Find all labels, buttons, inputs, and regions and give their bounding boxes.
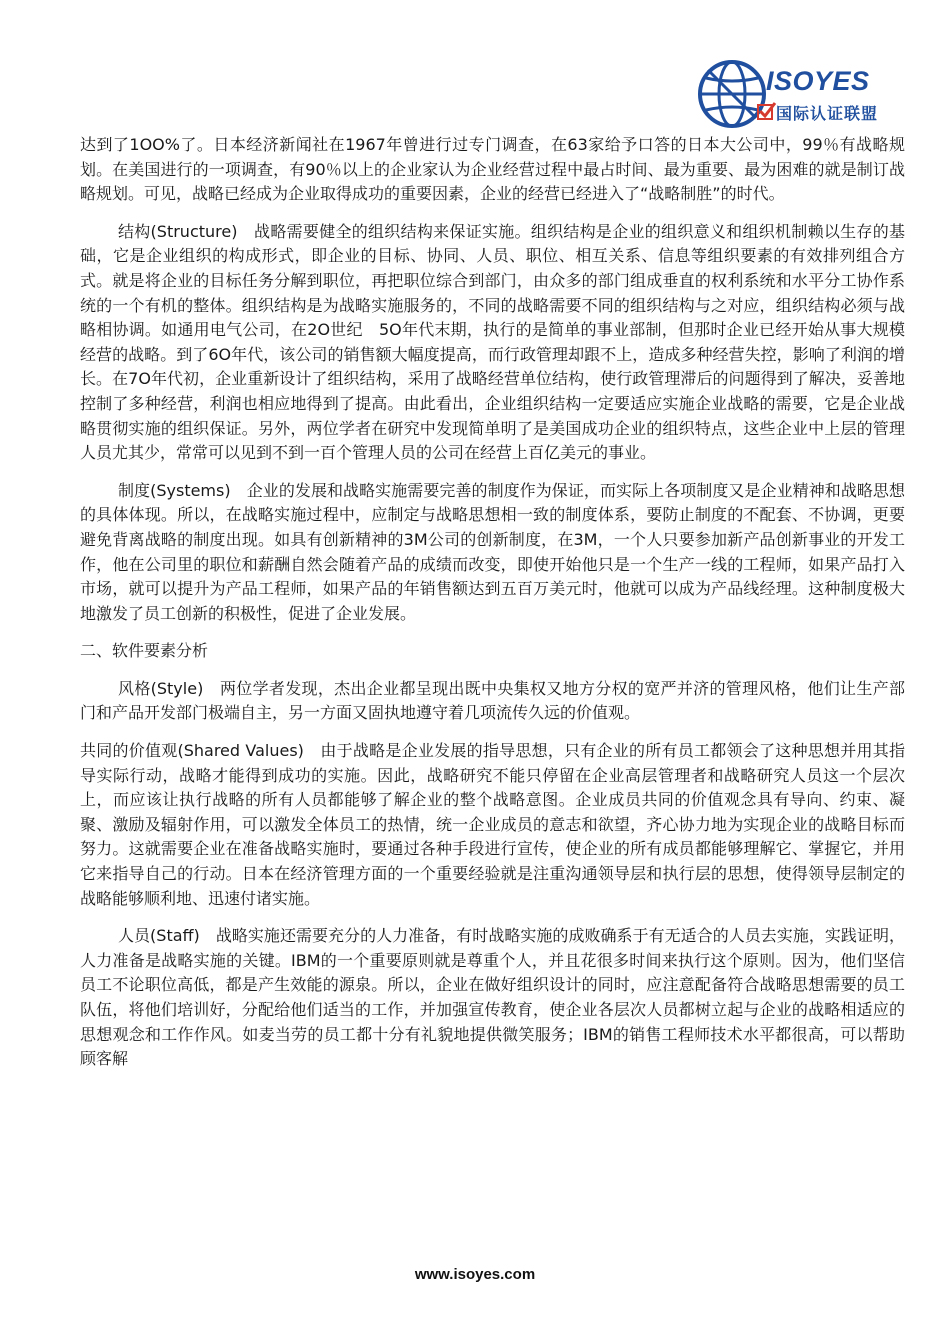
paragraph-shared-values: 共同的价值观(Shared Values) 由于战略是企业发展的指导思想，只有企业的所有员工都领会了这种思想并用其指导实际行动，战略才能得到成功的实施。因此，战略研究不能只停留在企业高层管理者和战略研究人员这一个层次上，而应该让执行战略的所有人员都能够了解企业的整个战略意图。企业成员共同的价值观念具有导向、约束、凝聚、激励及辐射作用，可以激发全体员工的热情，统一企业成员的意志和欲望，齐心协力地为实现企业的战略目标而努力。这就需要企业在准备战略实施时，要通过各种手段进行宣传，使企业的所有成员都能够理解它、掌握它，并用它来指导自己的行动。日本在经济管理方面的一个重要经验就是注重沟通领导层和执行层的思想，使得领导层制定的战略能够顺利地、迅速付诸实施。 [80,741,905,908]
paragraph-systems: 制度(Systems) 企业的发展和战略实施需要完善的制度作为保证，而实际上各项制度又是企业精神和战略思想的具体体现。所以，在战略实施过程中，应制定与战略思想相一致的制度体系，要防止制度的不配套、不协调，更要避免背离战略的制度出现。如具有创新精神的3M公司的创新制度，在3M，一个人只要参加新产品创新事业的开发工作，他在公司里的职位和薪酬自然会随着产品的成绩而改变，即使开始他只是一个生产一线的工程师，如果产品打入市场，就可以提升为产品工程师，如果产品的年销售额达到五百万美元时，他就可以成为产品线经理。这种制度极大地激发了员工创新的积极性，促进了企业发展。 [80,480,905,623]
paragraph-style: 风格(Style) 两位学者发现，杰出企业都呈现出既中央集权又地方分权的宽严并济的管理风格，他们让生产部门和产品开发部门极端自主，另一方面又固执地遵守着几项流传久远的价值观。 [80,678,905,723]
check-icon [757,101,777,121]
document-body [80,133,905,1085]
logo-subtitle: 国际认证联盟 [776,104,879,123]
paragraph-staff: 人员(Staff) 战略实施还需要充分的人力准备，有时战略实施的成败确系于有无适合的人员去实施，实践证明，人力准备是战略实施的关键。IBM的一个重要原则就是尊重个人，并且花很多时间来执行这个原则。因为，他们坚信员工不论职位高低，都是产生效能的源泉。所以，企业在做好组织设计的同时，应注意配备符合战略思想需要的员工队伍，将他们培训好，分配给他们适当的工作，并加强宣传教育，使企业各层次人员都树立起与企业的战略相适应的思想观念和工作作风。如麦当劳的员工都十分有礼貌地提供微笑服务；IBM的销售工程师技术水平都很高，可以帮助顾客解 [80,926,905,1069]
footer-url[interactable]: www.isoyes.com [414,1266,536,1283]
paragraph-intro: 达到了1OO%了。日本经济新闻社在1967年曾进行过专门调查，在63家给予口答的日本大公司中，99％有战略规划。在美国进行的一项调查，有90％以上的企业家认为企业经营过程中最占时间、最为重要、最为困难的就是制订战略规划。可见，战略已经成为企业取得成功的重要因素，企业的经营已经进入了“战略制胜”的时代。 [80,135,905,204]
logo-name: ISOYES [766,66,870,96]
paragraph-structure: 结构(Structure) 战略需要健全的组织结构来保证实施。组织结构是企业的组织意义和组织机制赖以生存的基础，它是企业组织的构成形式，即企业的目标、协同、人员、职位、相互关系、信息等组织要素的有效排列组合方式。就是将企业的目标任务分解到职位，再把职位综合到部门，由众多的部门组成垂直的权利系统和水平分工协作系统的一个有机的整体。组织结构是为战略实施服务的，不同的战略需要不同的组织结构与之对应，组织结构必须与战略相协调。如通用电气公司，在2O世纪 5O年代末期，执行的是简单的事业部制，但那时企业已经开始从事大规模经营的战略。到了6O年代，该公司的销售额大幅度提高，而行政管理却跟不上，造成多种经营失控，影响了利润的增长。在7O年代初，企业重新设计了组织结构，采用了战略经营单位结构，使行政管理滞后的问题得到了解决，妥善地控制了多种经营，利润也相应地得到了提高。由此看出，企业组织结构一定要适应实施企业战略的需要，它是企业战略贯彻实施的组织保证。另外，两位学者在研究中发现简单明了是美国成功企业的组织特点，这些企业中上层的管理人员尤其少，常常可以见到不到一百个管理人员的公司在经营上百亿美元的事业。 [80,221,905,463]
isoyes-logo [694,56,904,132]
section-heading-software: 二、软件要素分析 [80,641,209,661]
